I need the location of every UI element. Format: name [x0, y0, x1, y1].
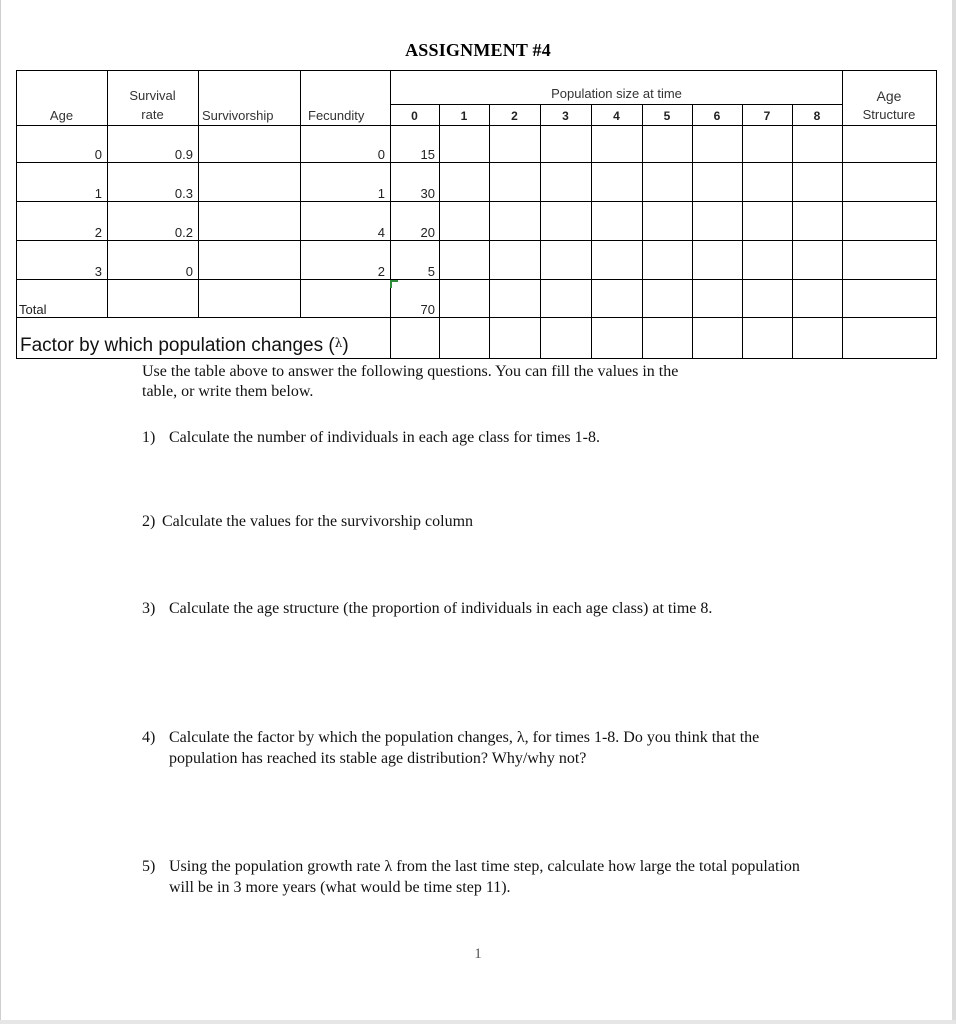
row-age-0: 0	[94, 147, 102, 162]
header-time-8: 8	[813, 109, 821, 123]
header-fecundity: Fecundity	[308, 108, 365, 123]
question-5	[142, 856, 822, 898]
header-time-4: 4	[613, 109, 620, 123]
header-age: Age	[49, 108, 74, 123]
question-3	[142, 598, 822, 619]
question-number: 2)	[142, 513, 156, 530]
question-number: 3)	[142, 600, 156, 617]
row-line	[16, 317, 937, 318]
col-line	[692, 104, 693, 359]
page-edge-left	[0, 0, 1, 1024]
total-n0: 70	[420, 302, 435, 317]
page-title: ASSIGNMENT #4	[405, 40, 551, 60]
time-header-divider	[390, 104, 843, 105]
row-survival-0: 0.9	[174, 147, 193, 162]
question-number: 1)	[142, 429, 156, 446]
intro-line-2: table, or write them below.	[142, 383, 314, 400]
table-border-bottom	[16, 358, 937, 359]
row-fecundity-1: 1	[377, 186, 385, 201]
row-n0-3: 5	[427, 264, 435, 279]
col-line	[439, 104, 440, 359]
row-line	[16, 279, 937, 280]
row-n0-0: 15	[420, 147, 435, 162]
row-line	[16, 240, 937, 241]
header-population-size: Population size at time	[551, 86, 682, 101]
row-survival-2: 0.2	[174, 225, 193, 240]
col-line	[489, 104, 490, 359]
row-survival-1: 0.3	[174, 186, 193, 201]
question-text: Calculate the age structure (the proportion of individuals in each age class) at time 8.	[169, 600, 713, 617]
row-line	[16, 162, 937, 163]
question-text: Calculate the values for the survivorship column	[162, 513, 474, 530]
col-line	[540, 104, 541, 359]
header-time-5: 5	[663, 109, 671, 123]
col-line	[198, 70, 199, 318]
question-text: Using the population growth rate λ from the last time step, calculate how large the total population will be in 3 more years (what would be time step 11).	[169, 858, 800, 896]
header-age-structure-bottom: Structure	[862, 107, 916, 122]
row-age-3: 3	[94, 264, 102, 279]
col-line	[792, 104, 793, 359]
table-border-right	[936, 70, 937, 359]
col-line	[591, 104, 592, 359]
page-edge-right	[952, 0, 956, 1024]
header-time-7: 7	[763, 109, 771, 123]
header-bottom-line	[16, 125, 937, 126]
header-survivorship: Survivorship	[202, 108, 274, 123]
header-time-3: 3	[562, 109, 569, 123]
page-number: 1	[474, 946, 482, 962]
page-edge-bottom	[0, 1020, 956, 1024]
col-line	[742, 104, 743, 359]
row-n0-2: 20	[420, 225, 435, 240]
question-text: Calculate the number of individuals in each age class for times 1-8.	[169, 429, 600, 446]
col-line	[642, 104, 643, 359]
question-number: 4)	[142, 729, 156, 746]
question-1	[142, 427, 822, 448]
population-table	[16, 70, 937, 359]
row-age-1: 1	[94, 186, 102, 201]
header-age-structure-top: Age	[876, 88, 902, 104]
cell-cursor-mark	[390, 280, 398, 288]
row-fecundity-0: 0	[377, 147, 385, 162]
factor-label	[20, 335, 349, 357]
row-fecundity-3: 2	[377, 264, 385, 279]
header-time-0: 0	[411, 109, 418, 123]
question-text: Calculate the factor by which the population changes, λ, for times 1-8. Do you think that the population has reached its stable age distribution? Why/why not?	[169, 729, 760, 767]
question-number: 5)	[142, 858, 156, 875]
header-time-1: 1	[460, 109, 468, 123]
header-survival-bottom: rate	[141, 107, 164, 122]
row-survival-3: 0	[185, 264, 193, 279]
question-4	[142, 727, 822, 769]
factor-label-close: )	[342, 335, 349, 356]
header-time-2: 2	[511, 109, 518, 123]
row-line	[16, 201, 937, 202]
row-n0-1: 30	[420, 186, 435, 201]
header-survival-top: Survival	[129, 88, 176, 103]
row-age-2: 2	[94, 225, 102, 240]
lambda-symbol: λ	[334, 336, 343, 350]
header-time-6: 6	[713, 109, 721, 123]
table-border-top	[16, 70, 937, 71]
factor-label-text: Factor by which population changes (	[20, 335, 335, 356]
question-2	[142, 511, 822, 532]
total-label: Total	[19, 302, 47, 317]
row-fecundity-2: 4	[377, 225, 385, 240]
intro-line-1: Use the table above to answer the following questions. You can fill the values in the	[142, 363, 679, 380]
